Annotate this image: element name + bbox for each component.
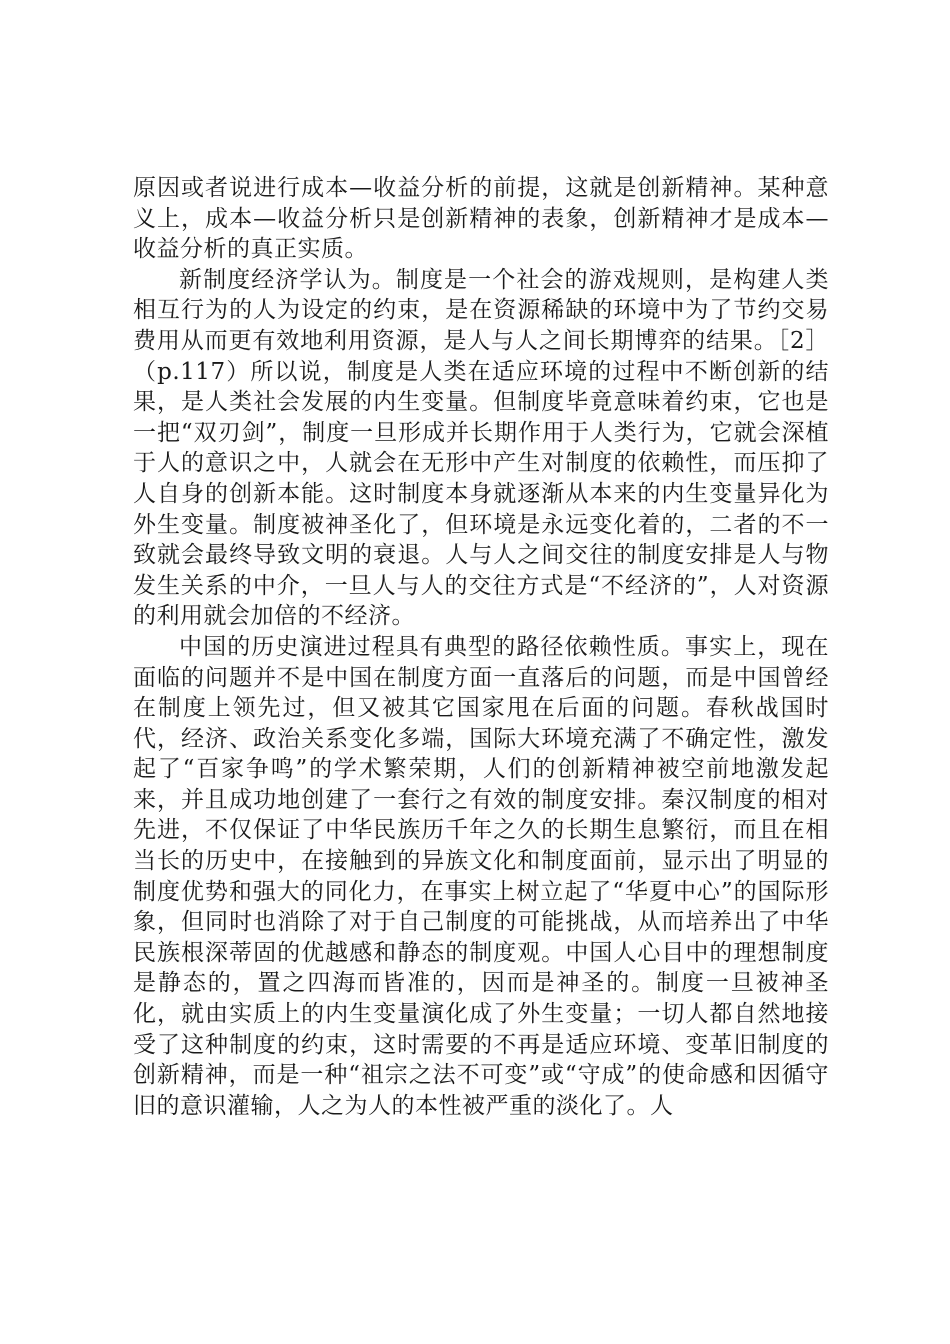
- paragraph-2: 新制度经济学认为。制度是一个社会的游戏规则，是构建人类相互行为的人为设定的约束，是在资源稀缺的环境中为了节约交易费用从而更有效地利用资源，是人与人之间长期博弈的结果。［2］（p.117）所以说，制度是人类在适应环境的过程中不断创新的结果，是人类社会发展的内生变量。但制度毕竟意味着约束，它也是一把“双刃剑”，制度一旦形成并长期作用于人类行为，它就会深植于人的意识之中，人就会在无形中产生对制度的依赖性，而压抑了人自身的创新本能。这时制度本身就逐渐从本来的内生变量异化为外生变量。制度被神圣化了，但环境是永远变化着的，二者的不一致就会最终导致文明的衰退。人与人之间交往的制度安排是人与物发生关系的中介，一旦人与人的交往方式是“不经济的”，人对资源的利用就会加倍的不经济。: [133, 266, 829, 630]
- paragraph-3: 中国的历史演进过程具有典型的路径依赖性质。事实上，现在面临的问题并不是中国在制度方面一直落后的问题，而是中国曾经在制度上领先过，但又被其它国家甩在后面的问题。春秋战国时代，经济、政治关系变化多端，国际大环境充满了不确定性，激发起了“百家争鸣”的学术繁荣期，人们的创新精神被空前地激发起来，并且成功地创建了一套行之有效的制度安排。秦汉制度的相对先进，不仅保证了中华民族历千年之久的长期生息繁衍，而且在相当长的历史中，在接触到的异族文化和制度面前，显示出了明显的制度优势和强大的同化力，在事实上树立起了“华夏中心”的国际形象，但同时也消除了对于自己制度的可能挑战，从而培养出了中华民族根深蒂固的优越感和静态的制度观。中国人心目中的理想制度是静态的，置之四海而皆准的，因而是神圣的。制度一旦被神圣化，就由实质上的内生变量演化成了外生变量；一切人都自然地接受了这种制度的约束，这时需要的不再是适应环境、变革旧制度的创新精神，而是一种“祖宗之法不可变”或“守成”的使命感和因循守旧的意识灌输，人之为人的本性被严重的淡化了。人: [133, 633, 829, 1119]
- body-text: [133, 173, 829, 1121]
- paragraph-1: 原因或者说进行成本—收益分析的前提，这就是创新精神。某种意义上，成本—收益分析只是创新精神的表象，创新精神才是成本—收益分析的真正实质。: [133, 175, 829, 263]
